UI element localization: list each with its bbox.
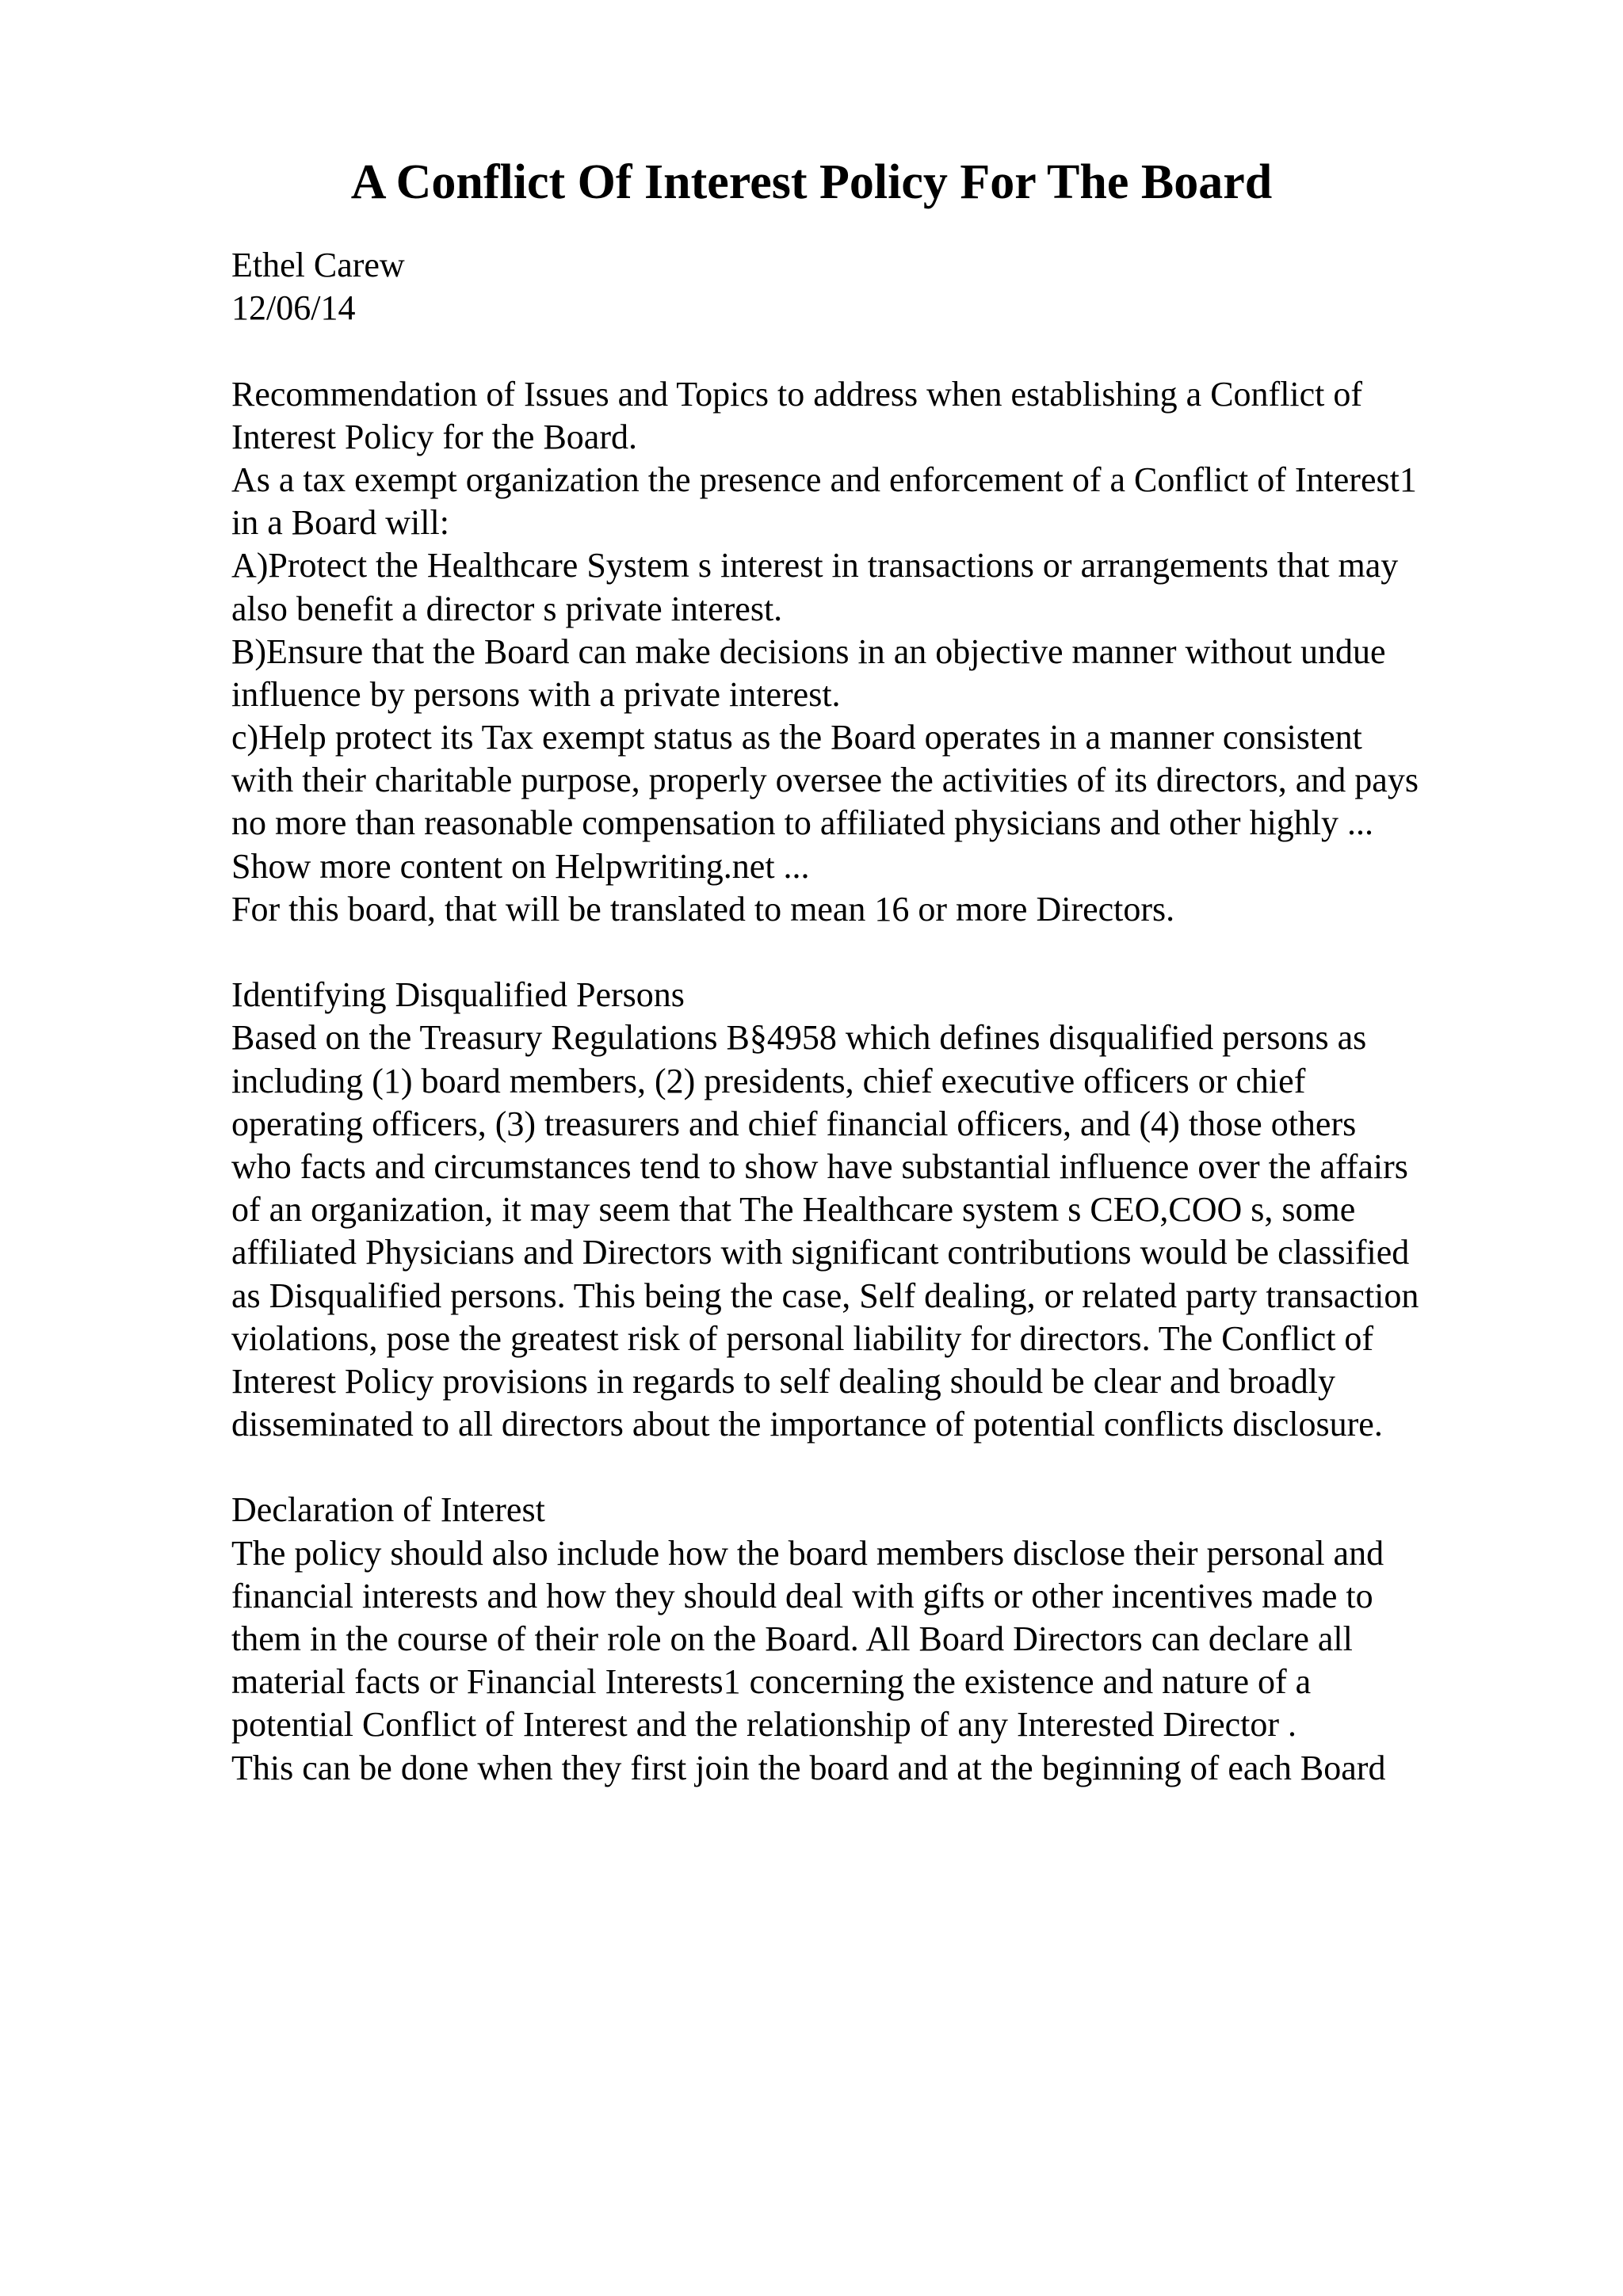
text-line: who facts and circumstances tend to show have substantial influence over the affairs <box>231 1146 1408 1186</box>
text-line: potential Conflict of Interest and the relationship of any Interested Director . <box>231 1705 1296 1745</box>
section-heading: Declaration of Interest <box>231 1490 545 1530</box>
paragraph-spacer <box>231 330 1594 372</box>
declaration-section <box>231 1489 1594 1789</box>
text-line: financial interests and how they should deal with gifts or other incentives made to <box>231 1576 1373 1615</box>
document-body <box>231 244 1594 1790</box>
document-date: 12/06/14 <box>231 288 356 328</box>
text-line: For this board, that will be translated to mean 16 or more Directors. <box>231 889 1175 929</box>
text-line: no more than reasonable compensation to affiliated physicians and other highly ... <box>231 803 1374 843</box>
text-line: of an organization, it may seem that The Healthcare system s CEO,COO s, some <box>231 1190 1356 1230</box>
text-line: also benefit a director s private interest. <box>231 589 783 628</box>
text-line: A)Protect the Healthcare System s interest in transactions or arrangements that may <box>231 546 1399 585</box>
paragraph-spacer <box>231 1446 1594 1489</box>
disqualified-section <box>231 974 1594 1446</box>
author-name: Ethel Carew <box>231 246 405 284</box>
text-line: B)Ensure that the Board can make decisions in an objective manner without undue <box>231 631 1386 671</box>
text-line: c)Help protect its Tax exempt status as the Board operates in a manner consistent <box>231 718 1362 757</box>
section-heading: Identifying Disqualified Persons <box>231 975 685 1015</box>
text-line: violations, pose the greatest risk of personal liability for directors. The Conflict of <box>231 1318 1374 1358</box>
text-line: As a tax exempt organization the presence and enforcement of a Conflict of Interest1 <box>231 460 1417 499</box>
text-line: disseminated to all directors about the importance of potential conflicts disclosure. <box>231 1405 1383 1444</box>
text-line: them in the course of their role on the Board. All Board Directors can declare all <box>231 1619 1353 1658</box>
text-line: This can be done when they first join the board and at the beginning of each Board <box>231 1748 1386 1787</box>
intro-paragraph <box>231 373 1594 931</box>
text-line: Based on the Treasury Regulations B§4958 which defines disqualified persons as <box>231 1018 1367 1058</box>
text-line: material facts or Financial Interests1 concerning the existence and nature of a <box>231 1662 1312 1702</box>
text-line: as Disqualified persons. This being the case, Self dealing, or related party transaction <box>231 1276 1419 1315</box>
text-line: operating officers, (3) treasurers and chief financial officers, and (4) those others <box>231 1104 1357 1143</box>
show-more-text: Show more content on Helpwriting.net ... <box>231 846 810 886</box>
text-line: The policy should also include how the board members disclose their personal and <box>231 1533 1384 1573</box>
text-line: Recommendation of Issues and Topics to address when establishing a Conflict of <box>231 374 1363 414</box>
text-line: Interest Policy for the Board. <box>231 417 637 456</box>
text-line: affiliated Physicians and Directors with significant contributions would be classified <box>231 1233 1410 1272</box>
text-line: in a Board will: <box>231 503 449 543</box>
document-title: A Conflict Of Interest Policy For The Board <box>350 155 1273 209</box>
text-line: including (1) board members, (2) presidents, chief executive officers or chief <box>231 1061 1306 1100</box>
text-line: with their charitable purpose, properly oversee the activities of its directors, and pays <box>231 761 1419 800</box>
paragraph-spacer <box>231 931 1594 974</box>
text-line: Interest Policy provisions in regards to self dealing should be clear and broadly <box>231 1361 1335 1401</box>
text-line: influence by persons with a private interest. <box>231 674 841 714</box>
